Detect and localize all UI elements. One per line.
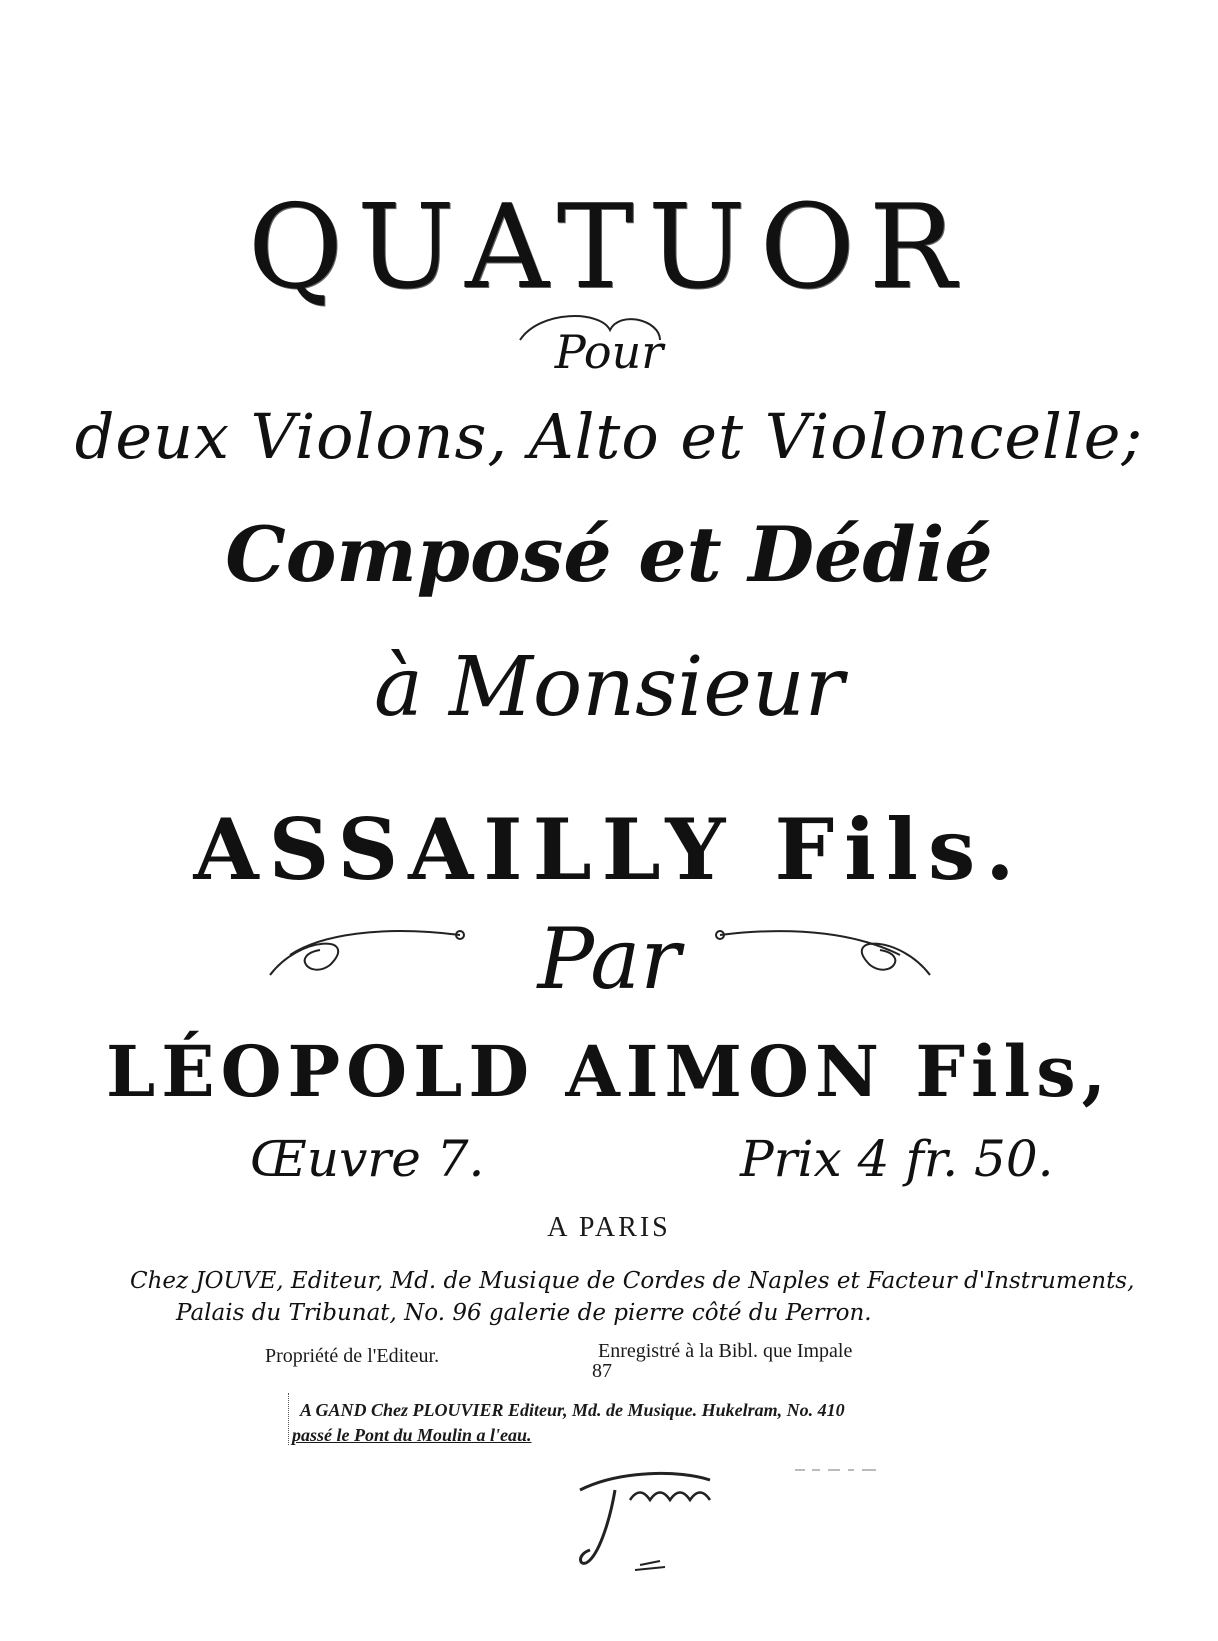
dedicatee-prefix: à Monsieur <box>374 640 844 735</box>
publisher-line-2: Palais du Tribunat, No. 96 galerie de pierre côté du Perron. <box>176 1300 872 1326</box>
publisher-signature <box>560 1460 740 1580</box>
composer-name: LÉOPOLD AIMON Fils, <box>106 1030 1112 1113</box>
price: Prix 4 fr. 50. <box>740 1130 1054 1188</box>
plate-number: 87 <box>592 1360 612 1382</box>
pour-label: Pour <box>554 325 664 379</box>
registration-note: Enregistré à la Bibl. que Impale <box>598 1340 853 1362</box>
dealer-stamp-line-2: passé le Pont du Moulin a l'eau. <box>292 1425 532 1445</box>
publisher-line-1: Chez JOUVE, Editeur, Md. de Musique de Cordes de Naples et Facteur d'Instruments, <box>130 1268 1135 1294</box>
par-label: Par <box>537 910 681 1008</box>
work-title: QUATUOR <box>247 180 971 315</box>
library-mark <box>790 1460 890 1480</box>
city: A PARIS <box>547 1212 671 1243</box>
instrumentation: deux Violons, Alto et Violoncelle; <box>74 400 1144 473</box>
dedicatee-name: ASSAILLY Fils. <box>193 800 1025 899</box>
dealer-stamp-line-1: A GAND Chez PLOUVIER Editeur, Md. de Musique. Hukelram, No. 410 <box>300 1400 845 1420</box>
property-note: Propriété de l'Editeur. <box>265 1345 440 1367</box>
composed-dedicated: Composé et Dédié <box>225 510 993 599</box>
opus-number: Œuvre 7. <box>250 1130 485 1188</box>
